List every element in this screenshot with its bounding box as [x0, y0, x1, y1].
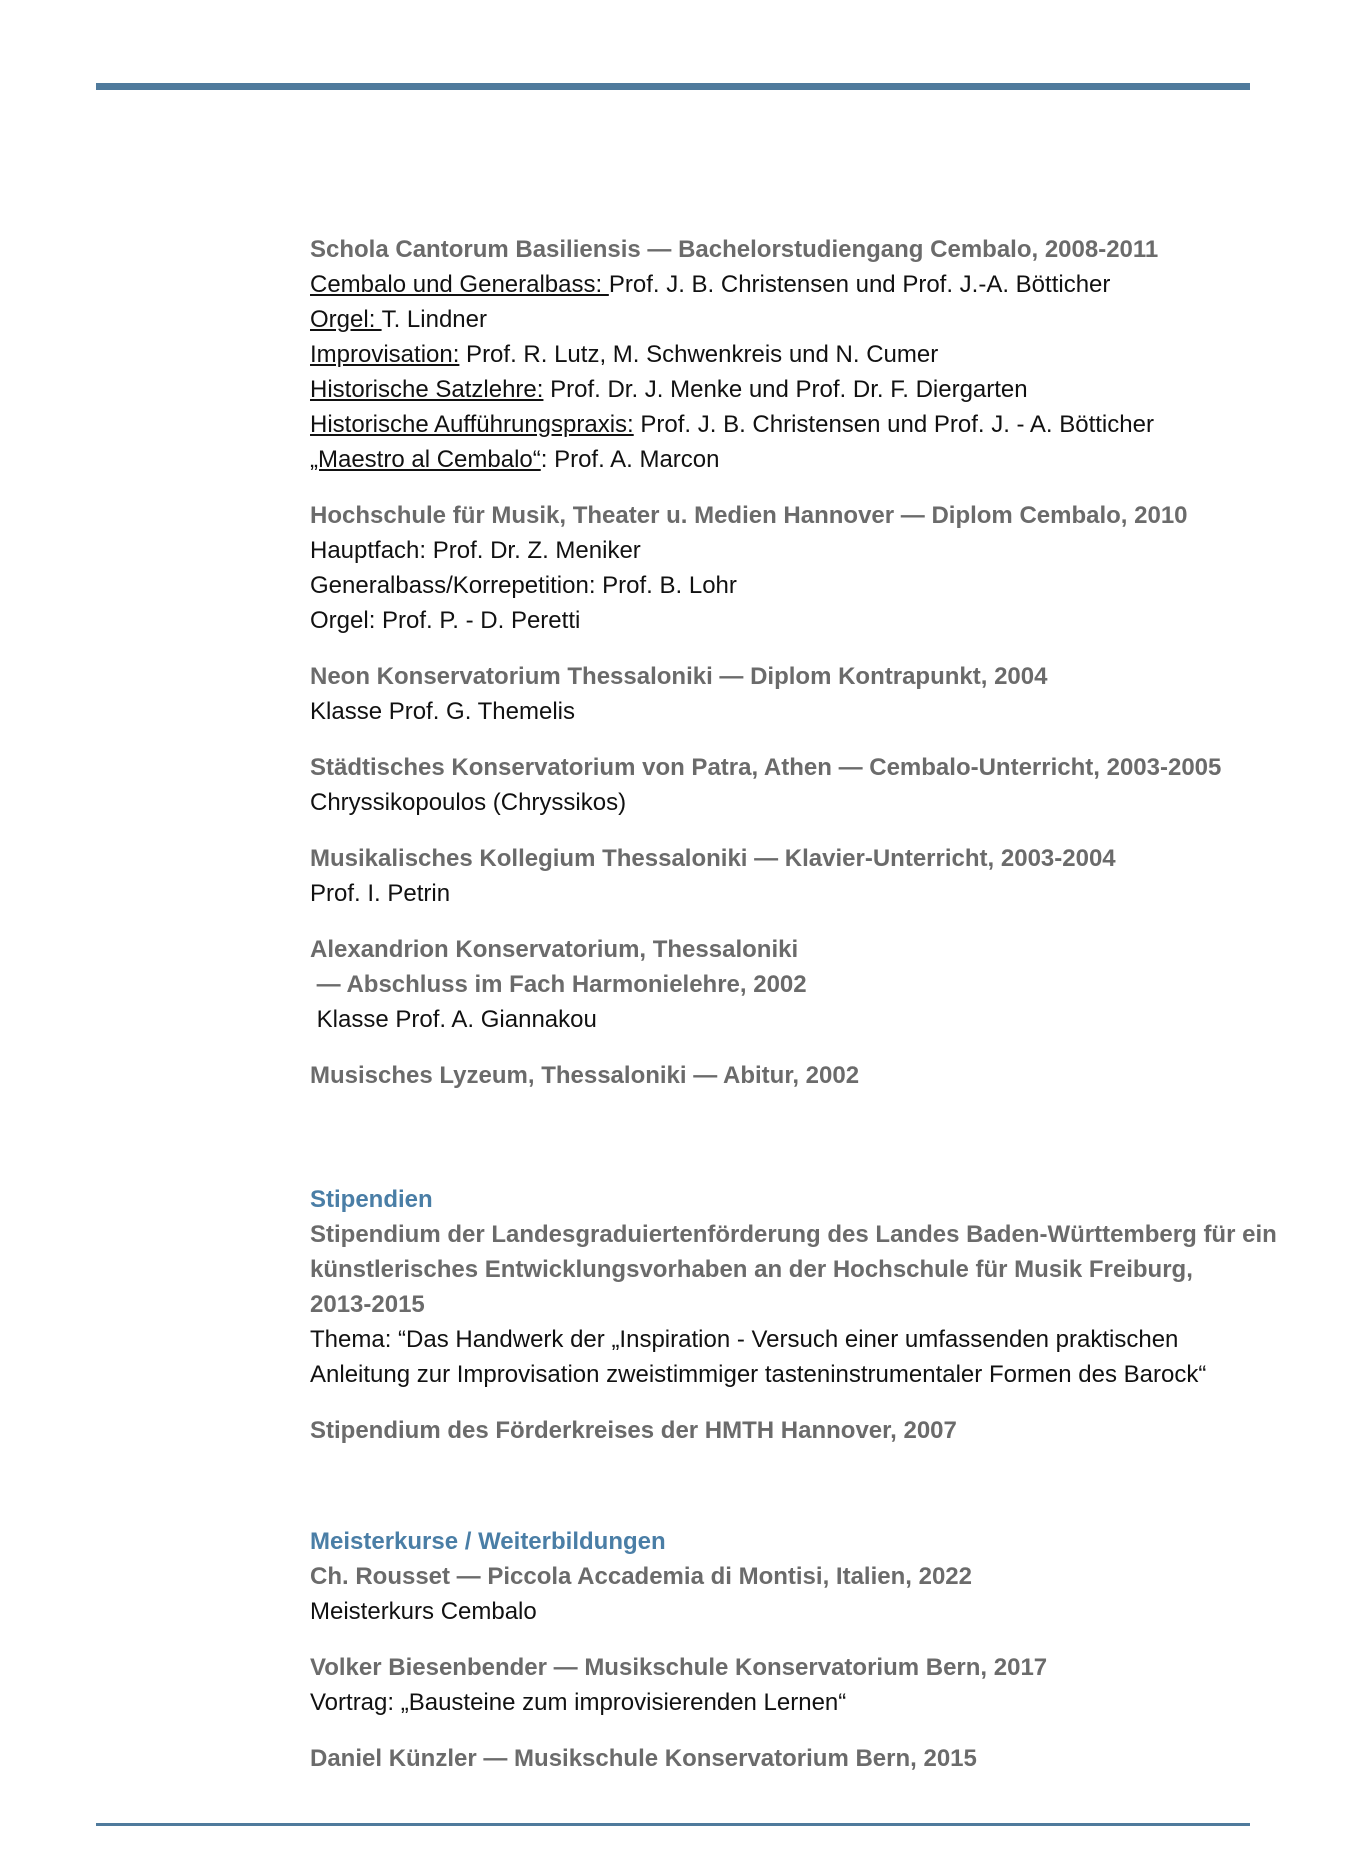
bottom-divider [96, 1823, 1250, 1826]
entry-label: Historische Satzlehre: [310, 376, 544, 403]
entry-line: Hauptfach: Prof. Dr. Z. Meniker [310, 537, 641, 564]
section-title-meisterkurse: Meisterkurse / Weiterbildungen [310, 1528, 666, 1555]
cv-content [310, 232, 1310, 1797]
education-entry [310, 750, 1310, 820]
entry-heading: Volker Biesenbender — Musikschule Konservatorium Bern, 2017 [310, 1654, 1048, 1681]
education-entry [310, 841, 1310, 911]
meisterkurse-section [310, 1524, 1310, 1776]
education-entry [310, 1058, 1310, 1093]
entry-heading: künstlerisches Entwicklungsvorhaben an der Hochschule für Musik Freiburg, [310, 1256, 1193, 1283]
top-divider [96, 83, 1250, 90]
entry-line: Orgel: Prof. P. - D. Peretti [310, 607, 581, 634]
entry-heading: Alexandrion Konservatorium, Thessaloniki [310, 936, 799, 963]
meisterkurs-entry [310, 1559, 1310, 1629]
section-title-stipendien: Stipendien [310, 1186, 433, 1213]
entry-heading: Musisches Lyzeum, Thessaloniki — Abitur, 2002 [310, 1062, 860, 1089]
entry-heading: Schola Cantorum Basiliensis — Bachelorstudiengang Cembalo, 2008-2011 [310, 236, 1159, 263]
entry-line: Anleitung zur Improvisation zweistimmiger tasteninstrumentaler Formen des Barock“ [310, 1361, 1207, 1388]
education-entry [310, 932, 1310, 1037]
entry-line [310, 302, 1310, 337]
entry-line [310, 442, 1310, 477]
entry-text: Prof. R. Lutz, M. Schwenkreis und N. Cumer [459, 341, 939, 368]
meisterkurs-entry [310, 1650, 1310, 1720]
entry-line: Klasse Prof. G. Themelis [310, 698, 575, 725]
entry-line: Klasse Prof. A. Giannakou [310, 1006, 597, 1033]
entry-heading: 2013-2015 [310, 1291, 425, 1318]
entry-text: Prof. Dr. J. Menke und Prof. Dr. F. Diergarten [543, 376, 1028, 403]
entry-heading: Daniel Künzler — Musikschule Konservatorium Bern, 2015 [310, 1745, 977, 1772]
stipendium-entry [310, 1413, 1310, 1448]
entry-line [310, 337, 1310, 372]
education-entry [310, 659, 1310, 729]
education-entry [310, 232, 1310, 477]
entry-label: Improvisation: [310, 341, 460, 368]
entry-label: Cembalo und Generalbass: [310, 271, 609, 298]
entry-heading: Neon Konservatorium Thessaloniki — Diplom Kontrapunkt, 2004 [310, 663, 1048, 690]
entry-line: Vortrag: „Bausteine zum improvisierenden Lernen“ [310, 1689, 847, 1716]
education-entry [310, 498, 1310, 638]
entry-label: Historische Aufführungspraxis: [310, 411, 634, 438]
entry-label: Orgel: [310, 306, 382, 333]
entry-line: Thema: “Das Handwerk der „Inspiration - Versuch einer umfassenden praktischen [310, 1326, 1179, 1353]
entry-heading: Städtisches Konservatorium von Patra, Athen — Cembalo-Unterricht, 2003-2005 [310, 754, 1222, 781]
entry-label: „Maestro al Cembalo“ [310, 446, 541, 473]
stipendien-section [310, 1182, 1310, 1448]
entry-text: T. Lindner [381, 306, 487, 333]
entry-heading: Hochschule für Musik, Theater u. Medien Hannover — Diplom Cembalo, 2010 [310, 502, 1188, 529]
entry-line: Generalbass/Korrepetition: Prof. B. Lohr [310, 572, 737, 599]
entry-heading: Ch. Rousset — Piccola Accademia di Montisi, Italien, 2022 [310, 1563, 972, 1590]
stipendium-entry [310, 1217, 1310, 1392]
entry-line [310, 372, 1310, 407]
entry-line: Prof. I. Petrin [310, 880, 451, 907]
entry-heading: Musikalisches Kollegium Thessaloniki — Klavier-Unterricht, 2003-2004 [310, 845, 1116, 872]
entry-line [310, 407, 1310, 442]
entry-text: Prof. J. B. Christensen und Prof. J. - A. Bötticher [633, 411, 1154, 438]
entry-heading: Stipendium der Landesgraduiertenförderung des Landes Baden-Württemberg für ein [310, 1221, 1277, 1248]
entry-line: Meisterkurs Cembalo [310, 1598, 537, 1625]
entry-heading: Stipendium des Förderkreises der HMTH Hannover, 2007 [310, 1417, 957, 1444]
entry-line: Chryssikopoulos (Chryssikos) [310, 789, 627, 816]
entry-text: : Prof. A. Marcon [540, 446, 720, 473]
entry-text: Prof. J. B. Christensen und Prof. J.-A. Bötticher [608, 271, 1111, 298]
meisterkurs-entry [310, 1741, 1310, 1776]
entry-heading-continued: — Abschluss im Fach Harmonielehre, 2002 [310, 971, 807, 998]
entry-line [310, 267, 1310, 302]
